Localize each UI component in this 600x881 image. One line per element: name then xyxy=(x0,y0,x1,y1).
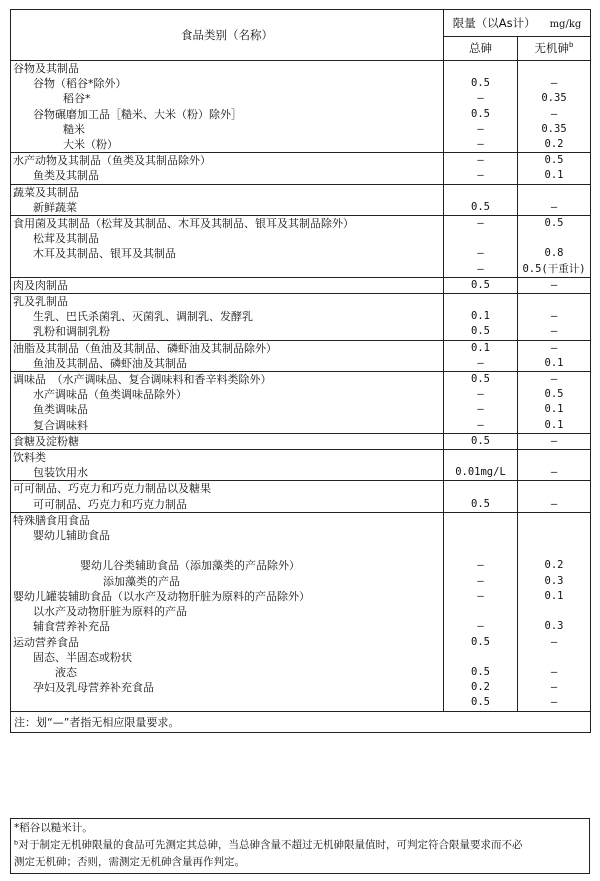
table-row xyxy=(11,387,591,402)
row-total-arsenic xyxy=(444,450,518,466)
row-food-name: 孕妇及乳母营养补充食品 xyxy=(11,680,444,695)
row-food-name: 谷物碾磨加工品［糙米、大米（粉）除外］ xyxy=(11,107,444,122)
row-inorganic-arsenic: 0.5 xyxy=(518,153,591,169)
row-inorganic-arsenic xyxy=(518,604,591,619)
row-inorganic-arsenic: 0.3 xyxy=(518,574,591,589)
header-total-arsenic: 总砷 xyxy=(444,36,518,60)
row-food-name: 辅食营养补充品 xyxy=(11,619,444,634)
row-inorganic-arsenic: — xyxy=(518,433,591,449)
row-food-name: 大米（粉） xyxy=(11,137,444,153)
row-total-arsenic: 0.5 xyxy=(444,635,518,650)
row-inorganic-arsenic: — xyxy=(518,465,591,481)
row-total-arsenic: 0.01mg/L xyxy=(444,465,518,481)
row-total-arsenic xyxy=(444,604,518,619)
row-food-name: 鱼类调味品 xyxy=(11,402,444,417)
row-inorganic-arsenic xyxy=(518,184,591,200)
row-total-arsenic: 0.5 xyxy=(444,324,518,340)
row-total-arsenic: 0.1 xyxy=(444,340,518,356)
table-row xyxy=(11,574,591,589)
row-food-name: 乳粉和调制乳粉 xyxy=(11,324,444,340)
table-row xyxy=(11,200,591,216)
row-food-name: 复合调味料 xyxy=(11,418,444,434)
row-inorganic-arsenic: — xyxy=(518,680,591,695)
table-note: 注：划“—”者指无相应限量要求。 xyxy=(11,711,591,732)
table-row xyxy=(11,465,591,481)
row-food-name: 调味品 （水产调味品、复合调味料和香辛料类除外） xyxy=(11,372,444,388)
table-row xyxy=(11,635,591,650)
header-unit: mg/kg xyxy=(549,18,582,30)
row-inorganic-arsenic xyxy=(518,61,591,77)
table-row xyxy=(11,356,591,372)
header-limit-label: 限量（以As计） xyxy=(452,15,536,30)
header-inorganic-arsenic xyxy=(518,36,591,60)
row-total-arsenic: 0.5 xyxy=(444,372,518,388)
row-inorganic-arsenic: 0.2 xyxy=(518,137,591,153)
row-inorganic-arsenic: 0.5 xyxy=(518,216,591,232)
table-row xyxy=(11,76,591,91)
row-inorganic-arsenic: — xyxy=(518,200,591,216)
table-row xyxy=(11,558,591,573)
row-inorganic-arsenic: — xyxy=(518,309,591,324)
row-food-name: 饮料类 xyxy=(11,450,444,466)
table-row xyxy=(11,695,591,711)
row-inorganic-arsenic: 0.1 xyxy=(518,168,591,184)
row-food-name: 水产动物及其制品（鱼类及其制品除外） xyxy=(11,153,444,169)
table-row xyxy=(11,418,591,434)
row-food-name: 液态 xyxy=(11,665,444,680)
row-total-arsenic: 0.5 xyxy=(444,277,518,293)
row-inorganic-arsenic: — xyxy=(518,665,591,680)
row-food-name: 鱼类及其制品 xyxy=(11,168,444,184)
row-food-name: 可可制品、巧克力和巧克力制品以及糖果 xyxy=(11,481,444,497)
row-inorganic-arsenic: — xyxy=(518,277,591,293)
row-inorganic-arsenic xyxy=(518,231,591,246)
table-row xyxy=(11,277,591,293)
row-inorganic-arsenic xyxy=(518,543,591,558)
header-food-category: 食品类别（名称） xyxy=(11,10,444,61)
row-inorganic-arsenic: 0.5(干重计) xyxy=(518,262,591,278)
table-row xyxy=(11,604,591,619)
table-row xyxy=(11,650,591,665)
row-inorganic-arsenic: 0.35 xyxy=(518,122,591,137)
table-row xyxy=(11,497,591,513)
row-food-name: 油脂及其制品（鱼油及其制品、磷虾油及其制品除外） xyxy=(11,340,444,356)
row-food-name: 特殊膳食用食品 xyxy=(11,512,444,528)
row-food-name: 鱼油及其制品、磷虾油及其制品 xyxy=(11,356,444,372)
row-total-arsenic xyxy=(444,184,518,200)
row-total-arsenic: 0.2 xyxy=(444,680,518,695)
header-inorganic-sup: b xyxy=(569,41,574,50)
row-food-name: 生乳、巴氏杀菌乳、灭菌乳、调制乳、发酵乳 xyxy=(11,309,444,324)
row-total-arsenic: — xyxy=(444,574,518,589)
row-inorganic-arsenic xyxy=(518,650,591,665)
table-row xyxy=(11,402,591,417)
table-row xyxy=(11,309,591,324)
row-inorganic-arsenic: — xyxy=(518,76,591,91)
row-total-arsenic xyxy=(444,650,518,665)
row-food-name: 蔬菜及其制品 xyxy=(11,184,444,200)
row-food-name: 食用菌及其制品（松茸及其制品、木耳及其制品、银耳及其制品除外） xyxy=(11,216,444,232)
row-food-name xyxy=(11,543,444,558)
row-food-name: 添加藻类的产品 xyxy=(11,574,444,589)
table-row xyxy=(11,262,591,278)
table-body xyxy=(11,61,591,712)
row-food-name: 婴幼儿谷类辅助食品（添加藻类的产品除外） xyxy=(11,558,444,573)
row-inorganic-arsenic: 0.1 xyxy=(518,356,591,372)
row-inorganic-arsenic: — xyxy=(518,635,591,650)
row-total-arsenic: — xyxy=(444,168,518,184)
row-inorganic-arsenic: 0.35 xyxy=(518,91,591,106)
row-food-name: 稻谷* xyxy=(11,91,444,106)
table-row xyxy=(11,665,591,680)
row-inorganic-arsenic: — xyxy=(518,340,591,356)
row-total-arsenic xyxy=(444,543,518,558)
arsenic-limit-table xyxy=(10,9,591,733)
row-total-arsenic xyxy=(444,481,518,497)
row-total-arsenic: — xyxy=(444,216,518,232)
row-total-arsenic: 0.5 xyxy=(444,665,518,680)
table-row xyxy=(11,246,591,261)
row-total-arsenic: — xyxy=(444,558,518,573)
table-row xyxy=(11,91,591,106)
row-food-name: 谷物及其制品 xyxy=(11,61,444,77)
table-row xyxy=(11,294,591,310)
row-inorganic-arsenic xyxy=(518,528,591,543)
table-row xyxy=(11,153,591,169)
row-total-arsenic xyxy=(444,512,518,528)
table-row xyxy=(11,216,591,232)
table-row xyxy=(11,481,591,497)
row-food-name: 可可制品、巧克力和巧克力制品 xyxy=(11,497,444,513)
header-limit xyxy=(444,10,591,37)
row-food-name: 以水产及动物肝脏为原料的产品 xyxy=(11,604,444,619)
table-row xyxy=(11,324,591,340)
footnote-2: ᵇ对于制定无机砷限量的食品可先测定其总砷，当总砷含量不超过无机砷限量值时，可判定符合限量要求而不必 xyxy=(14,839,523,851)
row-inorganic-arsenic: — xyxy=(518,107,591,122)
row-total-arsenic: — xyxy=(444,91,518,106)
row-inorganic-arsenic xyxy=(518,481,591,497)
row-inorganic-arsenic xyxy=(518,512,591,528)
footnotes xyxy=(10,818,590,874)
row-food-name: 婴幼儿辅助食品 xyxy=(11,528,444,543)
footnote-1: *稻谷以糙米计。 xyxy=(14,822,93,834)
row-food-name xyxy=(11,695,444,711)
table-row xyxy=(11,61,591,77)
row-total-arsenic: — xyxy=(444,137,518,153)
row-total-arsenic: — xyxy=(444,619,518,634)
row-food-name: 肉及肉制品 xyxy=(11,277,444,293)
row-food-name: 包装饮用水 xyxy=(11,465,444,481)
table-row xyxy=(11,450,591,466)
row-total-arsenic: — xyxy=(444,246,518,261)
row-food-name: 乳及乳制品 xyxy=(11,294,444,310)
row-total-arsenic: 0.5 xyxy=(444,107,518,122)
row-inorganic-arsenic: 0.1 xyxy=(518,402,591,417)
row-total-arsenic: 0.5 xyxy=(444,433,518,449)
table-row xyxy=(11,107,591,122)
row-inorganic-arsenic xyxy=(518,294,591,310)
row-food-name: 木耳及其制品、银耳及其制品 xyxy=(11,246,444,261)
row-total-arsenic xyxy=(444,528,518,543)
table-row xyxy=(11,184,591,200)
table-row xyxy=(11,137,591,153)
row-total-arsenic: — xyxy=(444,589,518,604)
row-total-arsenic: 0.5 xyxy=(444,76,518,91)
row-total-arsenic xyxy=(444,61,518,77)
row-food-name: 水产调味品（鱼类调味品除外） xyxy=(11,387,444,402)
row-food-name: 糙米 xyxy=(11,122,444,137)
table-row xyxy=(11,619,591,634)
row-inorganic-arsenic: 0.8 xyxy=(518,246,591,261)
table-row xyxy=(11,680,591,695)
row-inorganic-arsenic xyxy=(518,450,591,466)
row-food-name: 松茸及其制品 xyxy=(11,231,444,246)
row-total-arsenic: 0.5 xyxy=(444,695,518,711)
table-row xyxy=(11,528,591,543)
row-inorganic-arsenic: — xyxy=(518,695,591,711)
table-row xyxy=(11,340,591,356)
row-total-arsenic: 0.1 xyxy=(444,309,518,324)
row-total-arsenic: — xyxy=(444,262,518,278)
row-inorganic-arsenic: 0.1 xyxy=(518,418,591,434)
row-inorganic-arsenic: — xyxy=(518,497,591,513)
row-inorganic-arsenic: — xyxy=(518,372,591,388)
table-row xyxy=(11,122,591,137)
row-total-arsenic: — xyxy=(444,356,518,372)
table-row xyxy=(11,543,591,558)
row-total-arsenic: — xyxy=(444,387,518,402)
row-inorganic-arsenic: 0.2 xyxy=(518,558,591,573)
row-total-arsenic: — xyxy=(444,153,518,169)
row-total-arsenic: — xyxy=(444,418,518,434)
row-food-name: 食糖及淀粉糖 xyxy=(11,433,444,449)
row-food-name: 运动营养食品 xyxy=(11,635,444,650)
row-food-name: 固态、半固态或粉状 xyxy=(11,650,444,665)
row-total-arsenic: — xyxy=(444,122,518,137)
table-row xyxy=(11,589,591,604)
header-inorganic-label: 无机砷 xyxy=(534,41,570,56)
row-inorganic-arsenic: 0.1 xyxy=(518,589,591,604)
table-row xyxy=(11,168,591,184)
table-row xyxy=(11,231,591,246)
row-total-arsenic xyxy=(444,231,518,246)
table-row xyxy=(11,433,591,449)
row-total-arsenic: 0.5 xyxy=(444,200,518,216)
row-food-name: 新鲜蔬菜 xyxy=(11,200,444,216)
row-inorganic-arsenic: — xyxy=(518,324,591,340)
table-row xyxy=(11,372,591,388)
row-food-name: 婴幼儿罐装辅助食品（以水产及动物肝脏为原料的产品除外） xyxy=(11,589,444,604)
row-total-arsenic: — xyxy=(444,402,518,417)
row-inorganic-arsenic: 0.5 xyxy=(518,387,591,402)
row-inorganic-arsenic: 0.3 xyxy=(518,619,591,634)
footnote-3: 测定无机砷；否则，需测定无机砷含量再作判定。 xyxy=(14,856,245,868)
row-food-name: 谷物（稻谷*除外） xyxy=(11,76,444,91)
table-row xyxy=(11,512,591,528)
row-total-arsenic xyxy=(444,294,518,310)
row-food-name xyxy=(11,262,444,278)
row-total-arsenic: 0.5 xyxy=(444,497,518,513)
